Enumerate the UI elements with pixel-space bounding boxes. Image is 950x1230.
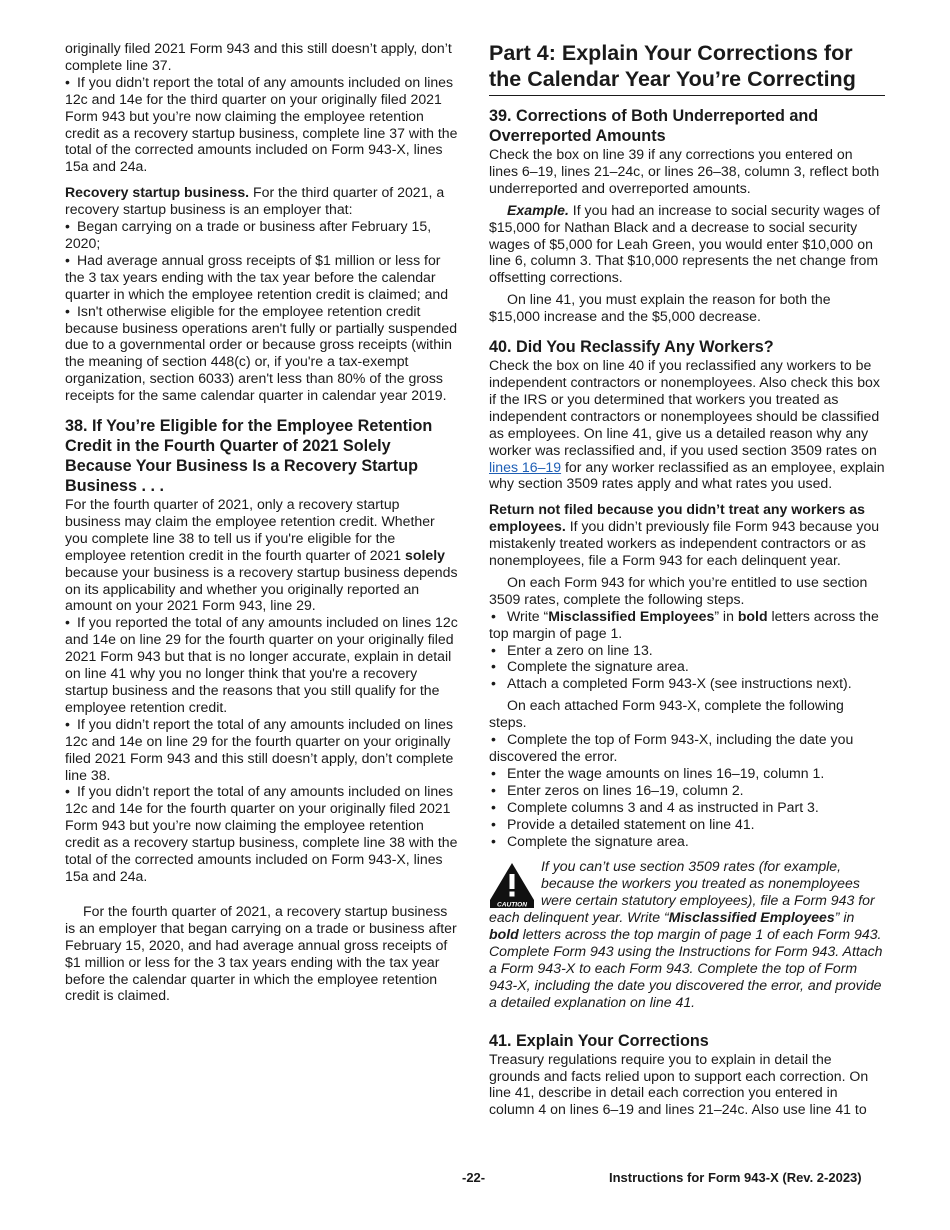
left-column — [65, 40, 459, 1004]
bullet-item: • Attach a completed Form 943-X (see instructions next). — [489, 675, 885, 692]
caution-label: CAUTION — [496, 902, 528, 909]
paragraph: For the fourth quarter of 2021, only a recovery startup business may claim the employee retention credit. Whether you complete line 38 to tell us if you're eligible for the employee retention credit in the fourth quarter of 2021 solely because your business is a recovery startup business depends on its applicability and whether you originally reported an amount on your 2021 Form 943, line 29. — [65, 496, 458, 614]
bullet-item: • Complete the signature area. — [489, 658, 885, 675]
bullet-item: • Enter zeros on lines 16–19, column 2. — [489, 782, 885, 799]
section-heading-40: 40. Did You Reclassify Any Workers? — [489, 338, 774, 357]
right-column — [489, 40, 885, 1118]
bullet-item: • If you didn’t report the total of any amounts included on lines 12c and 14e for the fourth quarter on your originally filed 2021 Form 943 but you’re now claiming the employee retention credit as a recovery startup business, complete line 38 with the total of the corrected amounts included on Form 943-X, lines 15a and 24a. — [65, 783, 459, 884]
paragraph: For the fourth quarter of 2021, a recovery startup business is an employer that began carrying on a trade or business after February 15, 2020, and had average annual gross receipts of $1 million or less for the 3 tax years ending with the tax year before the calendar quarter in which the employee retention credit is claimed. — [65, 902, 457, 1004]
section-heading-39: 39. Corrections of Both Underreported and Overreported Amounts — [489, 107, 819, 145]
paragraph: On each Form 943 for which you’re entitled to use section 3509 rates, complete the following steps. — [489, 573, 868, 607]
bullet-item: • Write “Misclassified Employees” in bold letters across the top margin of page 1. — [489, 608, 885, 642]
bullet-item: • Complete the signature area. — [489, 833, 885, 850]
bullet-item: • Isn't otherwise eligible for the employee retention credit because business operations aren't fully or partially suspended due to a governmental order or because gross receipts (within the meaning of section 448(c) or, if you're a tax-exempt organization, section 6033) aren't less than 80% of the gross receipts for the same calendar quarter in calendar year 2019. — [65, 303, 459, 404]
example-paragraph: Example. If you had an increase to social security wages of $15,000 for Nathan Black and a decrease to social security wages of $5,000 for Leah Green, you would enter $10,000 on line 6, column 3. That $10,000 represents the net change from offsetting corrections. — [489, 201, 880, 286]
bullet-item: • Complete columns 3 and 4 as instructed in Part 3. — [489, 799, 885, 816]
page-number: -22- — [462, 1170, 486, 1185]
return-not-filed-paragraph: Return not filed because you didn’t treat any workers as employees. If you didn’t previously file Form 943 because you mistakenly treated workers as independent contractors or as nonemployees, file a Form 943 for each delinquent year. — [489, 501, 880, 569]
recovery-startup-paragraph: Recovery startup business. For the third quarter of 2021, a recovery startup business is an employer that: — [65, 184, 445, 218]
bullet-item: • If you didn’t report the total of any amounts included on lines 12c and 14e on line 29 for the fourth quarter on your originally filed 2021 Form 943 and this still doesn’t apply, don’t complete line 38. — [65, 716, 459, 784]
bullet-item: • Began carrying on a trade or business after February 15, 2020; — [65, 218, 459, 252]
caution-warning-icon — [489, 862, 535, 908]
bullet-item: • Had average annual gross receipts of $1 million or less for the 3 tax years ending with the tax year before the calendar quarter in which the employee retention credit is claimed; and — [65, 252, 459, 303]
paragraph: originally filed 2021 Form 943 and this still doesn’t apply, don’t complete line 37. — [65, 40, 452, 73]
document-title: Instructions for Form 943-X (Rev. 2-2023) — [609, 1170, 862, 1185]
bullet-item: • Enter the wage amounts on lines 16–19, column 1. — [489, 765, 885, 782]
paragraph: Check the box on line 39 if any corrections you entered on lines 6–19, lines 21–24c, or lines 26–38, column 3, reflect both underreported and overreported amounts. — [489, 146, 880, 196]
caution-box: CAUTION If you can’t use section 3509 rates (for example, because the workers you treated as nonemployees were certain statutory employees), file a Form 943 for each delinquent year. Write “Misclassified Employees” in bold letters across the top margin of page 1 of each Form 943. Complete Form 943 using the Instructions for Form 943. Attach a Form 943-X to each Form 943. Complete the top of Form 943-X, including the date you discovered the error, and provide a detailed explanation on line 41. — [489, 858, 883, 1010]
bullet-item: • If you reported the total of any amounts included on lines 12c and 14e on line 29 for the fourth quarter on your originally filed 2021 Form 943 but that is no longer accurate, explain in detail on line 41 why you no longer think that you're a recovery startup business and the reasons that you still qualify for the employee retention credit. — [65, 614, 459, 715]
paragraph: Check the box on line 40 if you reclassified any workers to be independent contractors or nonemployees. Also check this box if the IRS or you determined that workers you treated as independent contractors or nonemployees should be classified as employees. On line 41, give us a detailed reason why any worker was reclassified and, if you used section 3509 rates on lines 16–19 for any worker reclassified as an employee, explain why section 3509 rates apply and what rates you used. — [489, 357, 885, 492]
bullet-item: • Enter a zero on line 13. — [489, 642, 885, 659]
bullet-item: • Complete the top of Form 943-X, including the date you discovered the error. — [489, 731, 885, 765]
run-in-heading: Recovery startup business. — [65, 184, 250, 201]
paragraph: On each attached Form 943-X, complete the following steps. — [489, 697, 844, 731]
paragraph: Treasury regulations require you to explain in detail the grounds and facts relied upon to support each correction. On line 41, describe in detail each correction you entered in column 4 on lines 6–19 and lines 21–24c. Also use line 41 to — [489, 1050, 869, 1118]
paragraph: On line 41, you must explain the reason for both the $15,000 increase and the $5,000 decrease. — [489, 291, 831, 325]
section-heading-38: 38. If You’re Eligible for the Employee Retention Credit in the Fourth Quarter of 2021 Solely Because Your Business Is a Recovery Startup Business . . . — [65, 417, 433, 496]
lines-16-19-link[interactable]: lines 16–19 — [489, 458, 562, 475]
part-4-title: Part 4: Explain Your Corrections for the Calendar Year You’re Correcting — [489, 40, 885, 96]
run-in-heading: Return not filed because you didn’t treat any workers as employees. — [489, 501, 865, 535]
bullet-item: • If you didn’t report the total of any amounts included on lines 12c and 14e for the third quarter on your originally filed 2021 Form 943 but you’re now claiming the employee retention credit as a recovery startup business, complete line 37 with the total of the corrected amounts included on Form 943-X, lines 15a and 24a. — [65, 74, 459, 175]
bullet-item: • Provide a detailed statement on line 41. — [489, 816, 885, 833]
section-heading-41: 41. Explain Your Corrections — [489, 1031, 709, 1050]
